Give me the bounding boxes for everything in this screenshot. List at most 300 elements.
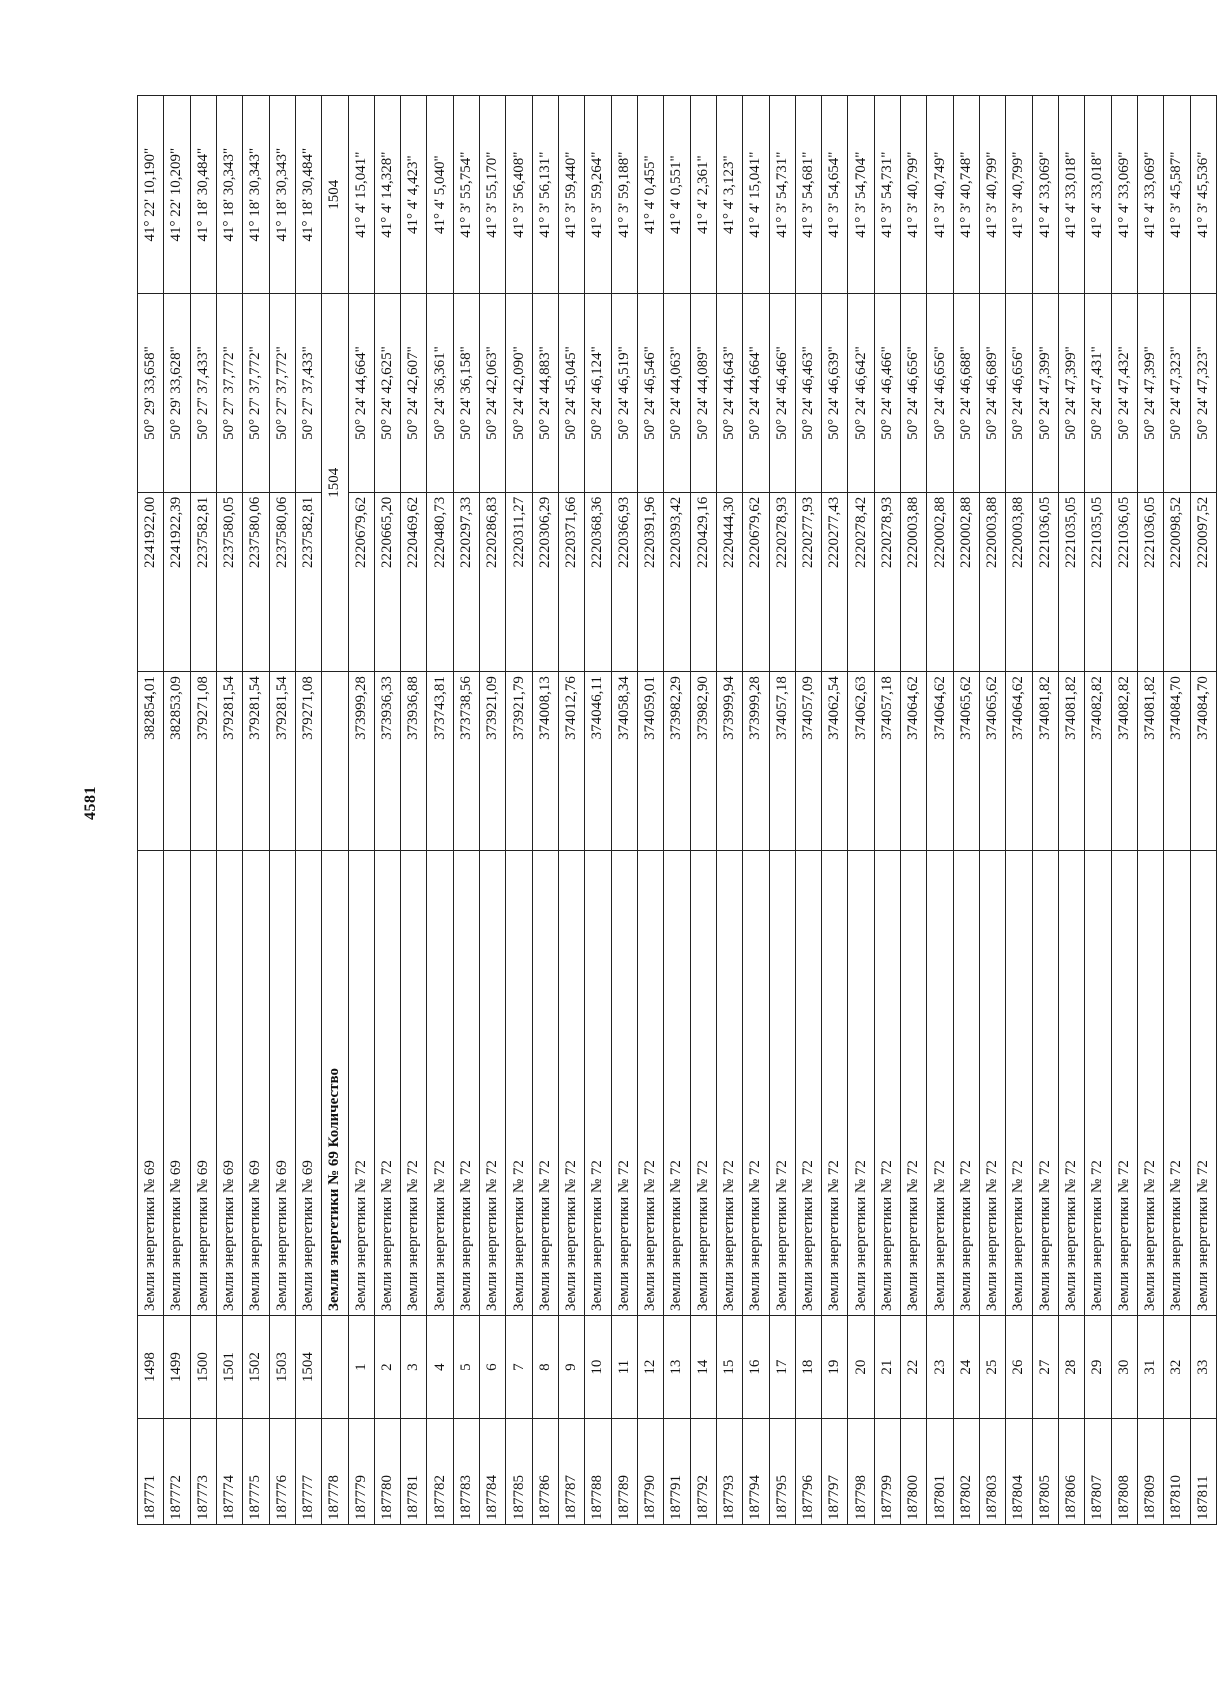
cell-longitude: 41° 18' 30,343" <box>269 96 295 294</box>
cell-y-coordinate: 2220278,93 <box>874 492 900 671</box>
cell-latitude: 50° 24' 44,664" <box>348 294 374 492</box>
cell-land-name: Земли энергетики № 72 <box>980 851 1006 1315</box>
cell-longitude: 41° 3' 54,731" <box>874 96 900 294</box>
cell-x-coordinate: 373921,79 <box>506 672 532 851</box>
cell-record-id: 187784 <box>480 1419 506 1525</box>
table-row <box>1137 96 1163 1525</box>
cell-latitude: 50° 24' 46,689" <box>980 294 1006 492</box>
cell-land-name: Земли энергетики № 72 <box>795 851 821 1315</box>
cell-x-coordinate: 374058,34 <box>611 672 637 851</box>
cell-y-coordinate: 2220277,43 <box>822 492 848 671</box>
cell-x-coordinate: 373982,29 <box>664 672 690 851</box>
cell-latitude: 50° 24' 46,639" <box>822 294 848 492</box>
cell-latitude: 50° 24' 46,546" <box>637 294 663 492</box>
cell-point-number: 1499 <box>164 1315 190 1418</box>
table-row <box>506 96 532 1525</box>
cell-longitude: 41° 4' 3,123" <box>716 96 742 294</box>
cell-point-number: 21 <box>874 1315 900 1418</box>
cell-y-coordinate: 2220297,33 <box>453 492 479 671</box>
cell-point-number: 15 <box>716 1315 742 1418</box>
cell-land-name: Земли энергетики № 69 Количество <box>322 851 348 1315</box>
cell-x-coordinate: 379281,54 <box>243 672 269 851</box>
table-row <box>690 96 716 1525</box>
cell-record-id: 187802 <box>953 1419 979 1525</box>
cell-land-name: Земли энергетики № 72 <box>1032 851 1058 1315</box>
table-row <box>190 96 216 1525</box>
cell-latitude: 50° 27' 37,433" <box>190 294 216 492</box>
cell-land-name: Земли энергетики № 72 <box>1111 851 1137 1315</box>
cell-y-coordinate: 2220371,66 <box>559 492 585 671</box>
cell-record-id: 187795 <box>769 1419 795 1525</box>
cell-x-coordinate: 379281,54 <box>269 672 295 851</box>
cell-latitude: 50° 27' 37,772" <box>216 294 242 492</box>
cell-longitude: 41° 3' 45,587" <box>1164 96 1190 294</box>
cell-point-number: 1503 <box>269 1315 295 1418</box>
cell-x-coordinate: 382853,09 <box>164 672 190 851</box>
table-row <box>1111 96 1137 1525</box>
cell-longitude: 41° 4' 33,069" <box>1137 96 1163 294</box>
cell-record-id: 187787 <box>559 1419 585 1525</box>
cell-longitude: 41° 22' 10,190" <box>138 96 164 294</box>
cell-x-coordinate: 374062,63 <box>848 672 874 851</box>
cell-land-name: Земли энергетики № 72 <box>1085 851 1111 1315</box>
cell-x-coordinate: 374065,62 <box>953 672 979 851</box>
table-row <box>637 96 663 1525</box>
cell-y-coordinate: 2221036,05 <box>1032 492 1058 671</box>
cell-y-coordinate: 2237582,81 <box>295 492 321 671</box>
cell-land-name: Земли энергетики № 72 <box>1137 851 1163 1315</box>
cell-point-number: 30 <box>1111 1315 1137 1418</box>
cell-y-coordinate: 2220002,88 <box>953 492 979 671</box>
cell-x-coordinate: 374064,62 <box>901 672 927 851</box>
cell-record-id: 187786 <box>532 1419 558 1525</box>
table-summary-row <box>322 96 348 1525</box>
cell-latitude: 50° 24' 47,323" <box>1164 294 1190 492</box>
cell-point-number: 25 <box>980 1315 1006 1418</box>
cell-y-coordinate: 2220480,73 <box>427 492 453 671</box>
cell-x-coordinate: 373921,09 <box>480 672 506 851</box>
cell-latitude: 50° 24' 44,089" <box>690 294 716 492</box>
cell-y-coordinate: 2241922,39 <box>164 492 190 671</box>
cell-longitude: 41° 3' 40,748" <box>953 96 979 294</box>
cell-longitude: 41° 3' 54,704" <box>848 96 874 294</box>
cell-record-id: 187799 <box>874 1419 900 1525</box>
cell-longitude: 41° 3' 55,754" <box>453 96 479 294</box>
cell-x-coordinate: 374012,76 <box>559 672 585 851</box>
cell-y-coordinate: 2220286,83 <box>480 492 506 671</box>
cell-y-coordinate: 2237580,06 <box>243 492 269 671</box>
cell-x-coordinate: 374064,62 <box>1006 672 1032 851</box>
cell-latitude: 50° 24' 46,124" <box>585 294 611 492</box>
cell-point-number: 1504 <box>295 1315 321 1418</box>
table-row <box>269 96 295 1525</box>
cell-point-number: 1500 <box>190 1315 216 1418</box>
cell-latitude: 50° 27' 37,772" <box>243 294 269 492</box>
cell-y-coordinate: 2220003,88 <box>901 492 927 671</box>
cell-point-number: 19 <box>822 1315 848 1418</box>
cell-land-name: Земли энергетики № 72 <box>453 851 479 1315</box>
cell-land-name: Земли энергетики № 72 <box>874 851 900 1315</box>
cell-latitude: 50° 24' 36,361" <box>427 294 453 492</box>
cell-record-id: 187777 <box>295 1419 321 1525</box>
cell-point-number: 14 <box>690 1315 716 1418</box>
cell-x-coordinate: 382854,01 <box>138 672 164 851</box>
cell-x-coordinate: 374057,18 <box>769 672 795 851</box>
cell-record-id: 187796 <box>795 1419 821 1525</box>
cell-latitude: 50° 24' 47,399" <box>1032 294 1058 492</box>
cell-land-name: Земли энергетики № 69 <box>269 851 295 1315</box>
table-row <box>795 96 821 1525</box>
cell-land-name: Земли энергетики № 69 <box>190 851 216 1315</box>
table-row <box>743 96 769 1525</box>
cell-longitude: 41° 3' 40,799" <box>980 96 1006 294</box>
cell-longitude: 41° 4' 15,041" <box>348 96 374 294</box>
cell-record-id: 187793 <box>716 1419 742 1525</box>
cell-x-coordinate: 374081,82 <box>1137 672 1163 851</box>
cell-point-number: 5 <box>453 1315 479 1418</box>
cell-land-name: Земли энергетики № 72 <box>585 851 611 1315</box>
cell-y-coordinate: 2220278,42 <box>848 492 874 671</box>
cell-record-id: 187789 <box>611 1419 637 1525</box>
table-row <box>138 96 164 1525</box>
cell-land-name: Земли энергетики № 72 <box>611 851 637 1315</box>
cell-longitude: 41° 3' 40,749" <box>927 96 953 294</box>
cell-longitude: 41° 4' 0,551" <box>664 96 690 294</box>
cell-x-coordinate: 373936,88 <box>401 672 427 851</box>
table-row <box>1006 96 1032 1525</box>
cell-point-number: 4 <box>427 1315 453 1418</box>
cell-longitude: 41° 3' 59,188" <box>611 96 637 294</box>
cell-longitude: 41° 18' 30,484" <box>295 96 321 294</box>
cell-record-id: 187771 <box>138 1419 164 1525</box>
cell-latitude: 50° 24' 42,625" <box>374 294 400 492</box>
cell-point-number: 1501 <box>216 1315 242 1418</box>
cell-latitude: 50° 24' 46,519" <box>611 294 637 492</box>
cell-y-coordinate: 2221035,05 <box>1085 492 1111 671</box>
table-row <box>295 96 321 1525</box>
cell-point-number: 29 <box>1085 1315 1111 1418</box>
cell-x-coordinate: 374064,62 <box>927 672 953 851</box>
cell-record-id: 187806 <box>1058 1419 1084 1525</box>
cell-point-number: 10 <box>585 1315 611 1418</box>
cell-longitude: 41° 3' 55,170" <box>480 96 506 294</box>
cell-point-number: 8 <box>532 1315 558 1418</box>
cell-x-coordinate: 374062,54 <box>822 672 848 851</box>
cell-record-id: 187809 <box>1137 1419 1163 1525</box>
cell-land-name: Земли энергетики № 72 <box>690 851 716 1315</box>
cell-land-name: Земли энергетики № 69 <box>216 851 242 1315</box>
cell-longitude: 41° 4' 15,041" <box>743 96 769 294</box>
cell-longitude: 41° 3' 40,799" <box>1006 96 1032 294</box>
cell-latitude: 50° 24' 46,688" <box>953 294 979 492</box>
cell-land-name: Земли энергетики № 72 <box>427 851 453 1315</box>
cell-land-name: Земли энергетики № 69 <box>138 851 164 1315</box>
cell-record-id: 187803 <box>980 1419 1006 1525</box>
table-row <box>348 96 374 1525</box>
cell-y-coordinate: 2220391,96 <box>637 492 663 671</box>
cell-y-coordinate: 2220098,52 <box>1164 492 1190 671</box>
cell-longitude: 41° 22' 10,209" <box>164 96 190 294</box>
cell-longitude: 41° 3' 40,799" <box>901 96 927 294</box>
cell-land-name: Земли энергетики № 72 <box>1190 851 1217 1315</box>
cell-record-id: 187785 <box>506 1419 532 1525</box>
coordinates-table-body <box>138 96 1217 1525</box>
cell-record-id: 187797 <box>822 1419 848 1525</box>
cell-y-coordinate: 2220003,88 <box>1006 492 1032 671</box>
cell-latitude: 50° 24' 47,432" <box>1111 294 1137 492</box>
cell-land-name: Земли энергетики № 72 <box>401 851 427 1315</box>
cell-latitude: 50° 24' 46,466" <box>874 294 900 492</box>
cell-longitude: 41° 3' 54,681" <box>795 96 821 294</box>
table-row <box>532 96 558 1525</box>
cell-point-number: 23 <box>927 1315 953 1418</box>
cell-point-number: 11 <box>611 1315 637 1418</box>
cell-y-coordinate: 2221035,05 <box>1058 492 1084 671</box>
cell-record-id: 187773 <box>190 1419 216 1525</box>
table-row <box>453 96 479 1525</box>
cell-x-coordinate: 373743,81 <box>427 672 453 851</box>
cell-land-name: Земли энергетики № 72 <box>374 851 400 1315</box>
cell-point-number: 16 <box>743 1315 769 1418</box>
cell-record-id: 187798 <box>848 1419 874 1525</box>
cell-land-name: Земли энергетики № 72 <box>532 851 558 1315</box>
cell-x-coordinate: 374084,70 <box>1164 672 1190 851</box>
cell-land-name: Земли энергетики № 72 <box>348 851 374 1315</box>
cell-longitude: 41° 18' 30,343" <box>216 96 242 294</box>
cell-longitude: 41° 4' 5,040" <box>427 96 453 294</box>
cell-y-coordinate: 2220429,16 <box>690 492 716 671</box>
cell-record-id: 187779 <box>348 1419 374 1525</box>
table-row <box>980 96 1006 1525</box>
cell-point-number: 17 <box>769 1315 795 1418</box>
cell-land-name: Земли энергетики № 69 <box>295 851 321 1315</box>
cell-x-coordinate: 374082,82 <box>1111 672 1137 851</box>
cell-latitude: 50° 24' 46,656" <box>901 294 927 492</box>
cell-longitude: 41° 3' 56,131" <box>532 96 558 294</box>
cell-x-coordinate: 374065,62 <box>980 672 1006 851</box>
table-row <box>1058 96 1084 1525</box>
cell-longitude: 41° 4' 2,361" <box>690 96 716 294</box>
cell-land-name: Земли энергетики № 72 <box>743 851 769 1315</box>
cell-longitude: 41° 3' 59,440" <box>559 96 585 294</box>
cell-land-name: Земли энергетики № 72 <box>1164 851 1190 1315</box>
cell-x-coordinate: 379271,08 <box>190 672 216 851</box>
cell-land-name: Земли энергетики № 72 <box>664 851 690 1315</box>
cell-point-number: 31 <box>1137 1315 1163 1418</box>
rotated-table-container <box>137 95 1217 1525</box>
cell-y-coordinate: 2220366,93 <box>611 492 637 671</box>
cell-y-coordinate: 2220469,62 <box>401 492 427 671</box>
cell-x-coordinate: 374057,18 <box>874 672 900 851</box>
table-row <box>480 96 506 1525</box>
cell-point-number: 1502 <box>243 1315 269 1418</box>
cell-record-id: 187791 <box>664 1419 690 1525</box>
cell-y-coordinate: 2220311,27 <box>506 492 532 671</box>
cell-x-coordinate: 374081,82 <box>1032 672 1058 851</box>
cell-latitude: 50° 24' 46,466" <box>769 294 795 492</box>
table-row <box>216 96 242 1525</box>
cell-point-number: 28 <box>1058 1315 1084 1418</box>
cell-longitude: 41° 4' 33,069" <box>1111 96 1137 294</box>
cell-land-name: Земли энергетики № 72 <box>506 851 532 1315</box>
table-row <box>1190 96 1217 1525</box>
cell-record-id: 187800 <box>901 1419 927 1525</box>
table-row <box>1032 96 1058 1525</box>
cell-record-id: 187807 <box>1085 1419 1111 1525</box>
cell-land-name: Земли энергетики № 72 <box>1006 851 1032 1315</box>
cell-longitude: 41° 4' 33,069" <box>1032 96 1058 294</box>
cell-longitude: 41° 3' 59,264" <box>585 96 611 294</box>
cell-y-coordinate: 2220393,42 <box>664 492 690 671</box>
cell-longitude: 41° 3' 56,408" <box>506 96 532 294</box>
cell-land-name: Земли энергетики № 72 <box>769 851 795 1315</box>
cell-land-name: Земли энергетики № 72 <box>559 851 585 1315</box>
table-row <box>901 96 927 1525</box>
cell-record-id: 187792 <box>690 1419 716 1525</box>
cell-land-name: Земли энергетики № 69 <box>243 851 269 1315</box>
page-number: 4581 <box>82 786 99 820</box>
cell-record-id: 187810 <box>1164 1419 1190 1525</box>
cell-land-name: Земли энергетики № 72 <box>1058 851 1084 1315</box>
cell-latitude: 50° 24' 42,063" <box>480 294 506 492</box>
cell-land-name: Земли энергетики № 69 <box>164 851 190 1315</box>
table-row <box>243 96 269 1525</box>
cell-y-coordinate: 2220278,93 <box>769 492 795 671</box>
cell-latitude: 50° 29' 33,658" <box>138 294 164 492</box>
cell-y-coordinate: 2241922,00 <box>138 492 164 671</box>
cell-latitude: 50° 24' 44,883" <box>532 294 558 492</box>
table-row <box>559 96 585 1525</box>
cell-latitude: 50° 24' 47,399" <box>1058 294 1084 492</box>
cell-land-name: Земли энергетики № 72 <box>927 851 953 1315</box>
cell-x-coordinate: 374082,82 <box>1085 672 1111 851</box>
cell-x-coordinate: 374057,09 <box>795 672 821 851</box>
cell-x-coordinate: 373999,28 <box>743 672 769 851</box>
table-row <box>164 96 190 1525</box>
cell-record-id: 187804 <box>1006 1419 1032 1525</box>
cell-y-coordinate: 2220679,62 <box>348 492 374 671</box>
cell-latitude: 50° 24' 44,664" <box>743 294 769 492</box>
cell-longitude: 41° 4' 33,018" <box>1058 96 1084 294</box>
cell-record-id: 187781 <box>401 1419 427 1525</box>
cell-longitude: 41° 18' 30,343" <box>243 96 269 294</box>
cell-record-id: 187775 <box>243 1419 269 1525</box>
cell-land-name: Земли энергетики № 72 <box>716 851 742 1315</box>
cell-x-coordinate: 373999,28 <box>348 672 374 851</box>
cell-point-number <box>322 1315 348 1418</box>
cell-record-id: 187780 <box>374 1419 400 1525</box>
cell-y-coordinate: 2237580,05 <box>216 492 242 671</box>
cell-y-coordinate: 2220097,52 <box>1190 492 1217 671</box>
cell-y-coordinate: 2221036,05 <box>1111 492 1137 671</box>
cell-count-value: 1504 <box>322 96 348 294</box>
cell-point-number: 20 <box>848 1315 874 1418</box>
cell-y-coordinate: 2221036,05 <box>1137 492 1163 671</box>
cell-x-coordinate: 374008,13 <box>532 672 558 851</box>
cell-land-name: Земли энергетики № 72 <box>953 851 979 1315</box>
cell-point-number: 3 <box>401 1315 427 1418</box>
cell-latitude: 50° 29' 33,628" <box>164 294 190 492</box>
cell-latitude: 50° 24' 46,656" <box>1006 294 1032 492</box>
cell-x-coordinate: 379271,08 <box>295 672 321 851</box>
cell-land-name: Земли энергетики № 72 <box>637 851 663 1315</box>
cell-point-number: 2 <box>374 1315 400 1418</box>
table-row <box>1085 96 1111 1525</box>
cell-longitude: 41° 4' 33,018" <box>1085 96 1111 294</box>
cell-record-id: 187801 <box>927 1419 953 1525</box>
cell-longitude: 41° 4' 4,423" <box>401 96 427 294</box>
cell-longitude: 41° 18' 30,484" <box>190 96 216 294</box>
cell-latitude: 50° 24' 46,656" <box>927 294 953 492</box>
cell-record-id: 187772 <box>164 1419 190 1525</box>
table-row <box>427 96 453 1525</box>
cell-point-number: 32 <box>1164 1315 1190 1418</box>
cell-land-name: Земли энергетики № 72 <box>901 851 927 1315</box>
cell-y-coordinate: 2237582,81 <box>190 492 216 671</box>
cell-point-number: 13 <box>664 1315 690 1418</box>
cell-record-id: 187790 <box>637 1419 663 1525</box>
cell-record-id: 187776 <box>269 1419 295 1525</box>
table-row <box>848 96 874 1525</box>
table-row <box>874 96 900 1525</box>
cell-x-coordinate: 373936,33 <box>374 672 400 851</box>
cell-latitude: 50° 24' 47,399" <box>1137 294 1163 492</box>
cell-latitude: 50° 24' 42,607" <box>401 294 427 492</box>
cell-x-coordinate: 379281,54 <box>216 672 242 851</box>
cell-point-number: 1 <box>348 1315 374 1418</box>
cell-x-coordinate: 374046,11 <box>585 672 611 851</box>
table-row <box>716 96 742 1525</box>
cell-y-coordinate: 2220002,88 <box>927 492 953 671</box>
cell-latitude: 50° 24' 42,090" <box>506 294 532 492</box>
cell-record-id: 187788 <box>585 1419 611 1525</box>
table-row <box>664 96 690 1525</box>
cell-record-id: 187774 <box>216 1419 242 1525</box>
cell-x-coordinate: 374059,01 <box>637 672 663 851</box>
cell-y-coordinate: 2220368,36 <box>585 492 611 671</box>
table-row <box>1164 96 1190 1525</box>
cell-longitude: 41° 4' 14,328" <box>374 96 400 294</box>
table-row <box>769 96 795 1525</box>
cell-point-number: 6 <box>480 1315 506 1418</box>
table-row <box>374 96 400 1525</box>
cell-land-name: Земли энергетики № 72 <box>848 851 874 1315</box>
cell-latitude: 50° 24' 44,643" <box>716 294 742 492</box>
cell-count-merged: 1504 <box>322 294 348 672</box>
cell-y-coordinate: 2220277,93 <box>795 492 821 671</box>
cell-longitude: 41° 3' 54,731" <box>769 96 795 294</box>
cell-latitude: 50° 27' 37,772" <box>269 294 295 492</box>
cell-x-coordinate: 374081,82 <box>1058 672 1084 851</box>
cell-x-coordinate: 374084,70 <box>1190 672 1217 851</box>
cell-point-number: 22 <box>901 1315 927 1418</box>
cell-y-coordinate: 2220665,20 <box>374 492 400 671</box>
cell-point-number: 27 <box>1032 1315 1058 1418</box>
table-row <box>953 96 979 1525</box>
cell-x-coordinate <box>322 672 348 851</box>
cell-x-coordinate: 373738,56 <box>453 672 479 851</box>
cell-record-id: 187783 <box>453 1419 479 1525</box>
table-row <box>401 96 427 1525</box>
table-row <box>611 96 637 1525</box>
cell-latitude: 50° 24' 45,045" <box>559 294 585 492</box>
cell-latitude: 50° 24' 36,158" <box>453 294 479 492</box>
cell-record-id: 187808 <box>1111 1419 1137 1525</box>
cell-y-coordinate: 2220306,29 <box>532 492 558 671</box>
cell-y-coordinate: 2220444,30 <box>716 492 742 671</box>
cell-y-coordinate: 2220679,62 <box>743 492 769 671</box>
cell-point-number: 24 <box>953 1315 979 1418</box>
